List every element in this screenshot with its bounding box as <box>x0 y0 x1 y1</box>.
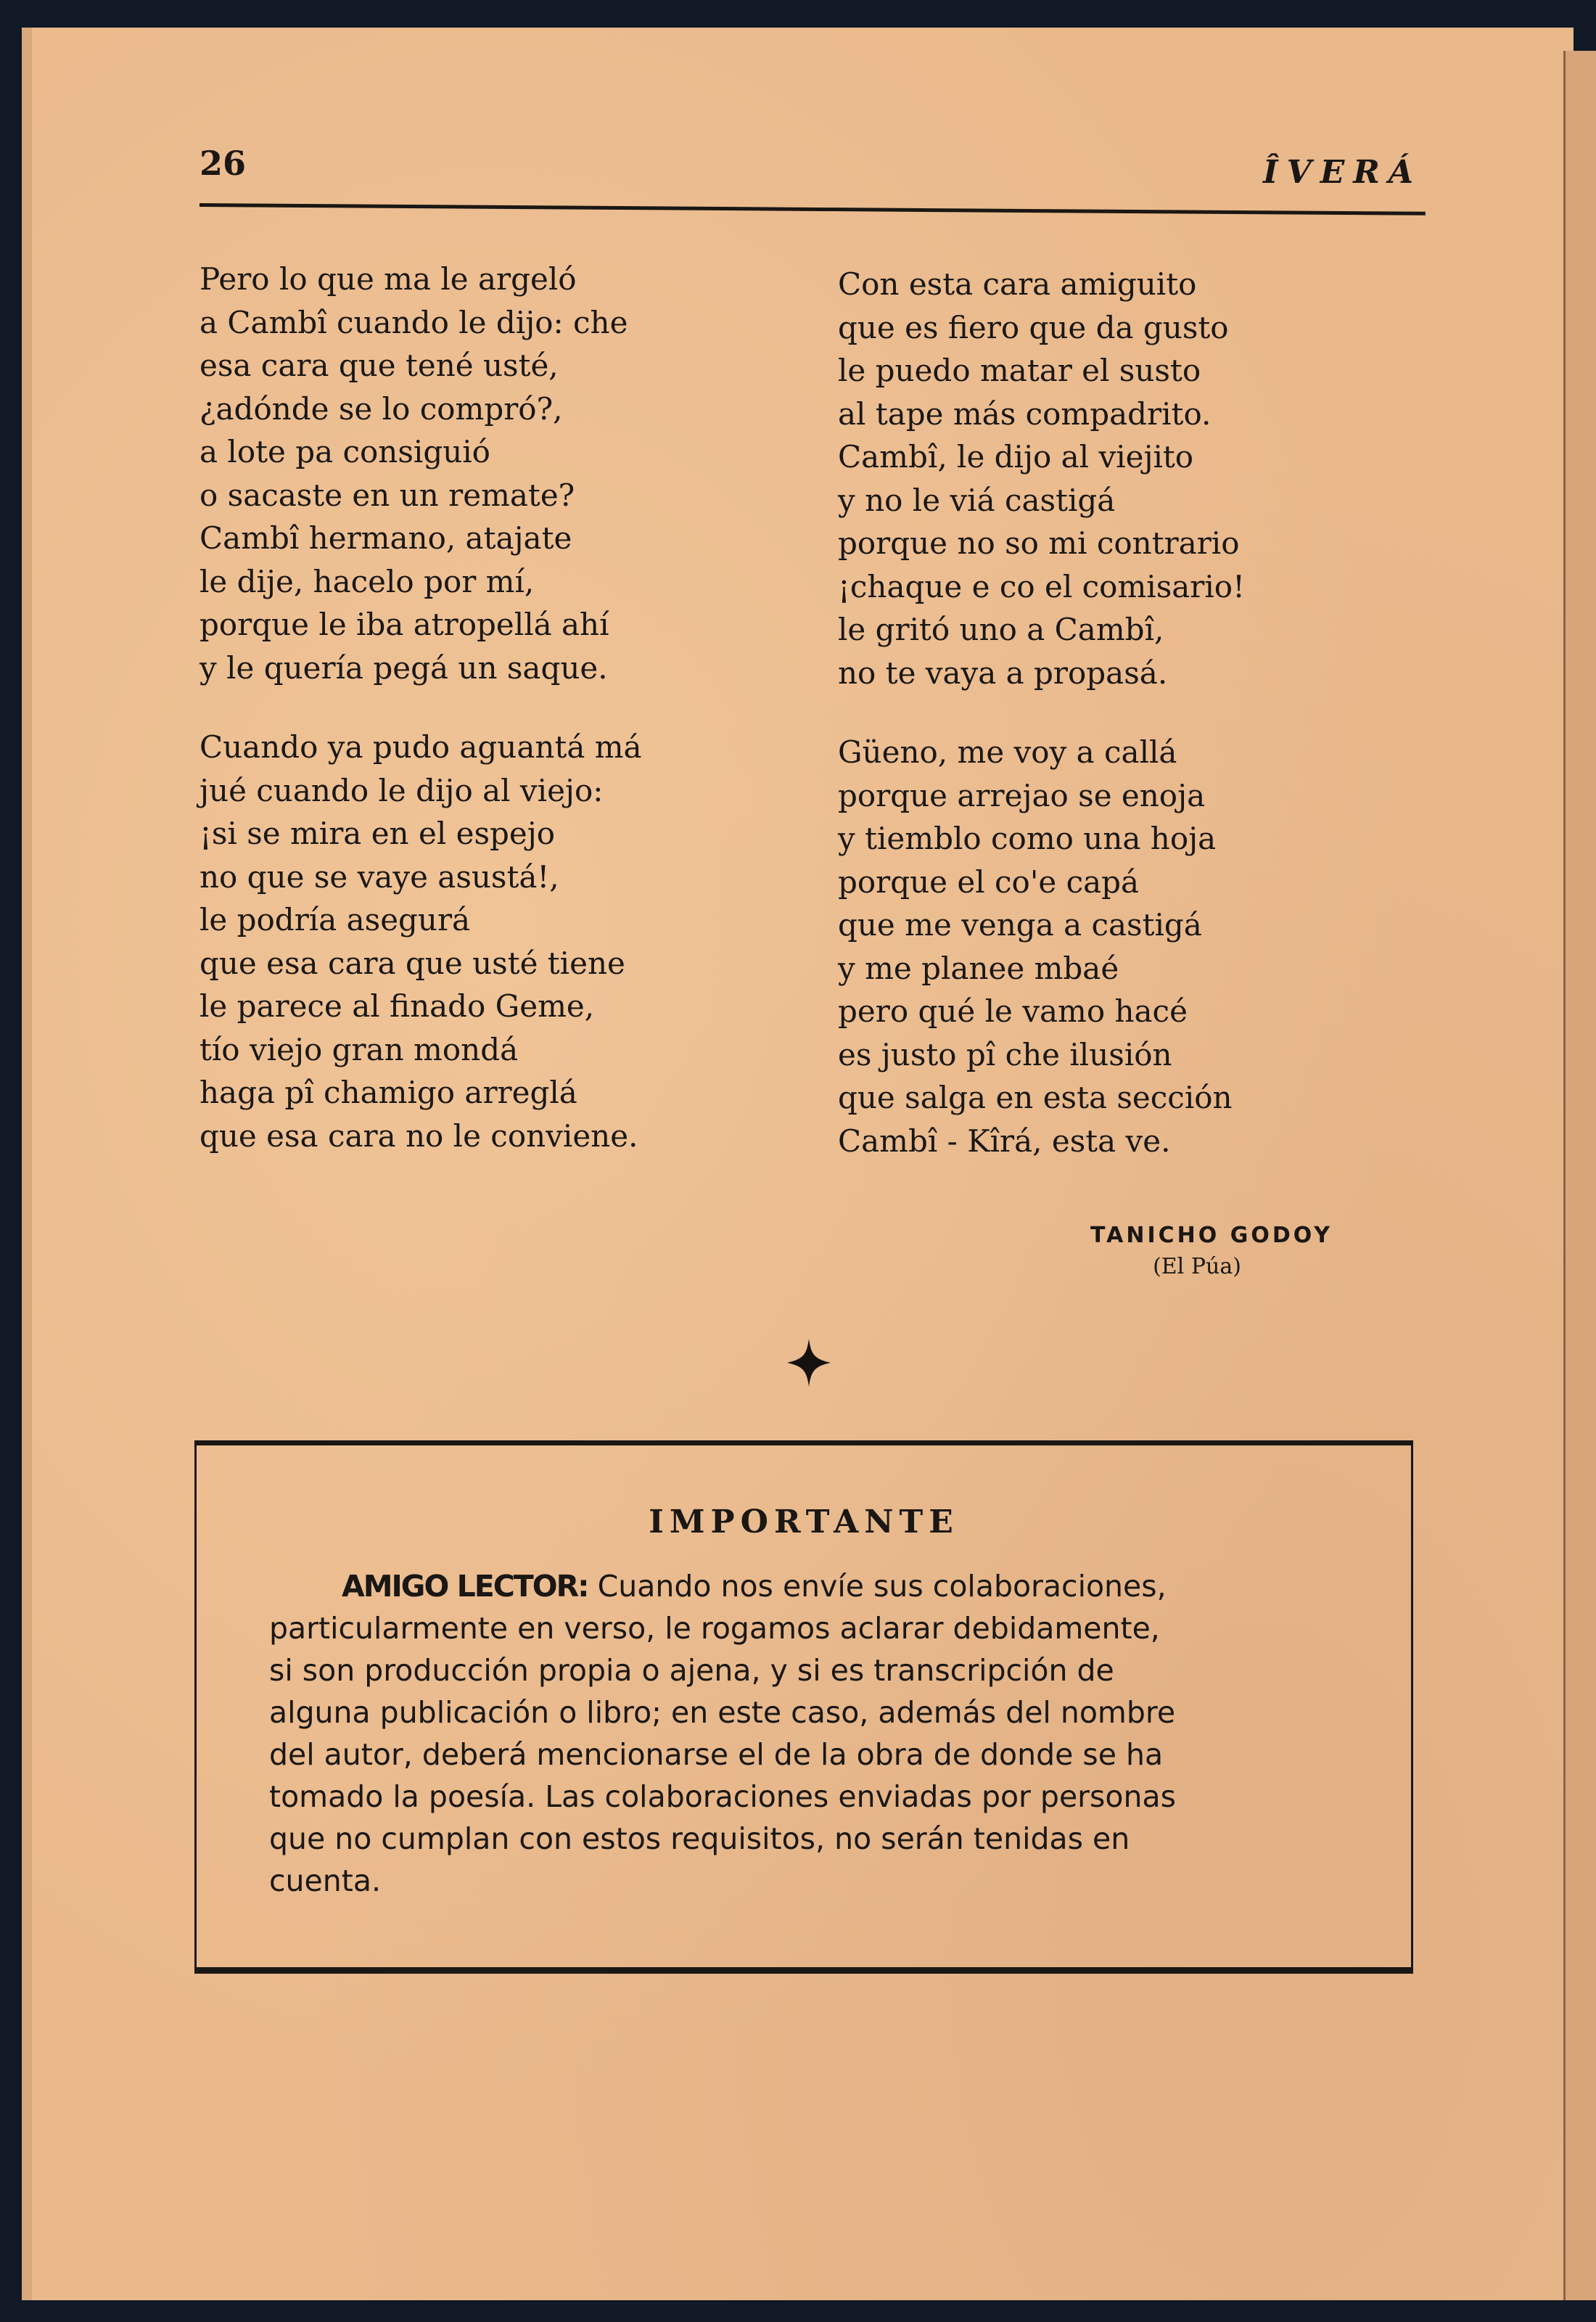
poem-line: Cuando ya pudo aguantá má <box>200 729 642 765</box>
four-point-star-icon <box>787 1339 831 1387</box>
notice-title: IMPORTANTE <box>649 1503 959 1541</box>
poem-line: porque arrejao se enoja <box>838 777 1206 813</box>
author-name: TANICHO GODOY <box>1090 1223 1333 1248</box>
poem-line: y no le viá castigá <box>838 482 1116 518</box>
poem-line: no te vaya a propasá. <box>838 655 1168 691</box>
notice-line: particularmente en verso, le rogamos aclarar debidamente, <box>269 1611 1160 1646</box>
poem-line: Cambî hermano, atajate <box>200 520 572 556</box>
poem-line: al tape más compadrito. <box>838 395 1212 432</box>
poem-line: porque no so mi contrario <box>838 525 1240 561</box>
poem-line: y tiemblo como una hoja <box>838 821 1217 856</box>
important-notice-box <box>194 1440 1413 1974</box>
poem-line: le puedo matar el susto <box>838 353 1201 388</box>
poem-line: jué cuando le dijo al viejo: <box>200 772 604 808</box>
binding-edge <box>1563 51 1596 2300</box>
poem-line: que me venga a castigá <box>838 907 1202 943</box>
poem-line: y le quería pegá un saque. <box>200 649 608 686</box>
page-number: 26 <box>200 144 247 183</box>
poem-right-column <box>838 263 1245 1199</box>
notice-line: alguna publicación o libro; en este caso, además del nombre <box>269 1695 1176 1730</box>
poem-left-column <box>200 258 642 1194</box>
stanza <box>838 263 1245 694</box>
author-signature <box>1016 1223 1378 1279</box>
notice-lead: AMIGO LECTOR: <box>342 1569 588 1604</box>
poem-line: y me planee mbaé <box>838 950 1119 986</box>
notice-line: del autor, deberá mencionarse el de la obra de donde se ha <box>269 1737 1164 1772</box>
poem-line: que es fiero que da gusto <box>838 309 1229 345</box>
running-title: ÎVERÁ <box>1263 154 1422 191</box>
poem-line: le dije, hacelo por mí, <box>200 563 535 599</box>
author-alias: (El Púa) <box>1153 1254 1241 1279</box>
poem-line: le podría asegurá <box>200 902 471 938</box>
poem-line: esa cara que tené usté, <box>200 348 559 383</box>
notice-line <box>269 1565 1353 1607</box>
poem-line: es justo pî che ilusión <box>838 1036 1172 1072</box>
poem-line: no que se vaye asustá!, <box>200 858 559 895</box>
poem-line: le gritó uno a Cambî, <box>838 612 1164 647</box>
poem-line: Pero lo que ma le argeló <box>200 261 577 297</box>
poem-line: que esa cara no le conviene. <box>200 1117 638 1154</box>
poem-line: que esa cara que usté tiene <box>200 945 625 981</box>
poem-line: o sacaste en un remate? <box>200 477 575 513</box>
poem-line: ¡chaque e co el comisario! <box>838 568 1245 604</box>
notice-line: tomado la poesía. Las colaboraciones enviadas por personas <box>269 1779 1176 1814</box>
notice-body <box>269 1565 1353 1902</box>
poem-line: pero qué le vamo hacé <box>838 993 1188 1029</box>
poem-line: ¡si se mira en el espejo <box>200 816 556 851</box>
stanza <box>200 258 642 689</box>
notice-text: Cuando nos envíe sus colaboraciones, <box>588 1569 1167 1604</box>
poem-line: haga pî chamigo arreglá <box>200 1075 577 1110</box>
poem-line: tío viejo gran mondá <box>200 1031 519 1067</box>
poem-line: Güeno, me voy a callá <box>838 734 1177 770</box>
notice-line: que no cumplan con estos requisitos, no serán tenidas en <box>269 1821 1130 1856</box>
poem-line: a Cambî cuando le dijo: che <box>200 304 628 340</box>
notice-line: cuenta. <box>269 1863 381 1898</box>
poem-line: Cambî, le dijo al viejito <box>838 439 1194 475</box>
poem-line: a lote pa consiguió <box>200 434 490 469</box>
poem-line: porque el co'e capá <box>838 863 1140 900</box>
notice-line: si son producción propia o ajena, y si es transcripción de <box>269 1653 1114 1688</box>
stanza <box>838 731 1245 1162</box>
poem-line: Cambî - Kîrá, esta ve. <box>838 1123 1171 1159</box>
poem-line: que salga en esta sección <box>838 1080 1233 1115</box>
poem-line: le parece al finado Geme, <box>200 988 595 1024</box>
poem-line: Con esta cara amiguito <box>838 266 1197 302</box>
stanza <box>200 726 642 1157</box>
poem-line: ¿adónde se lo compró?, <box>200 390 563 427</box>
poem-line: porque le iba atropellá ahí <box>200 607 609 642</box>
